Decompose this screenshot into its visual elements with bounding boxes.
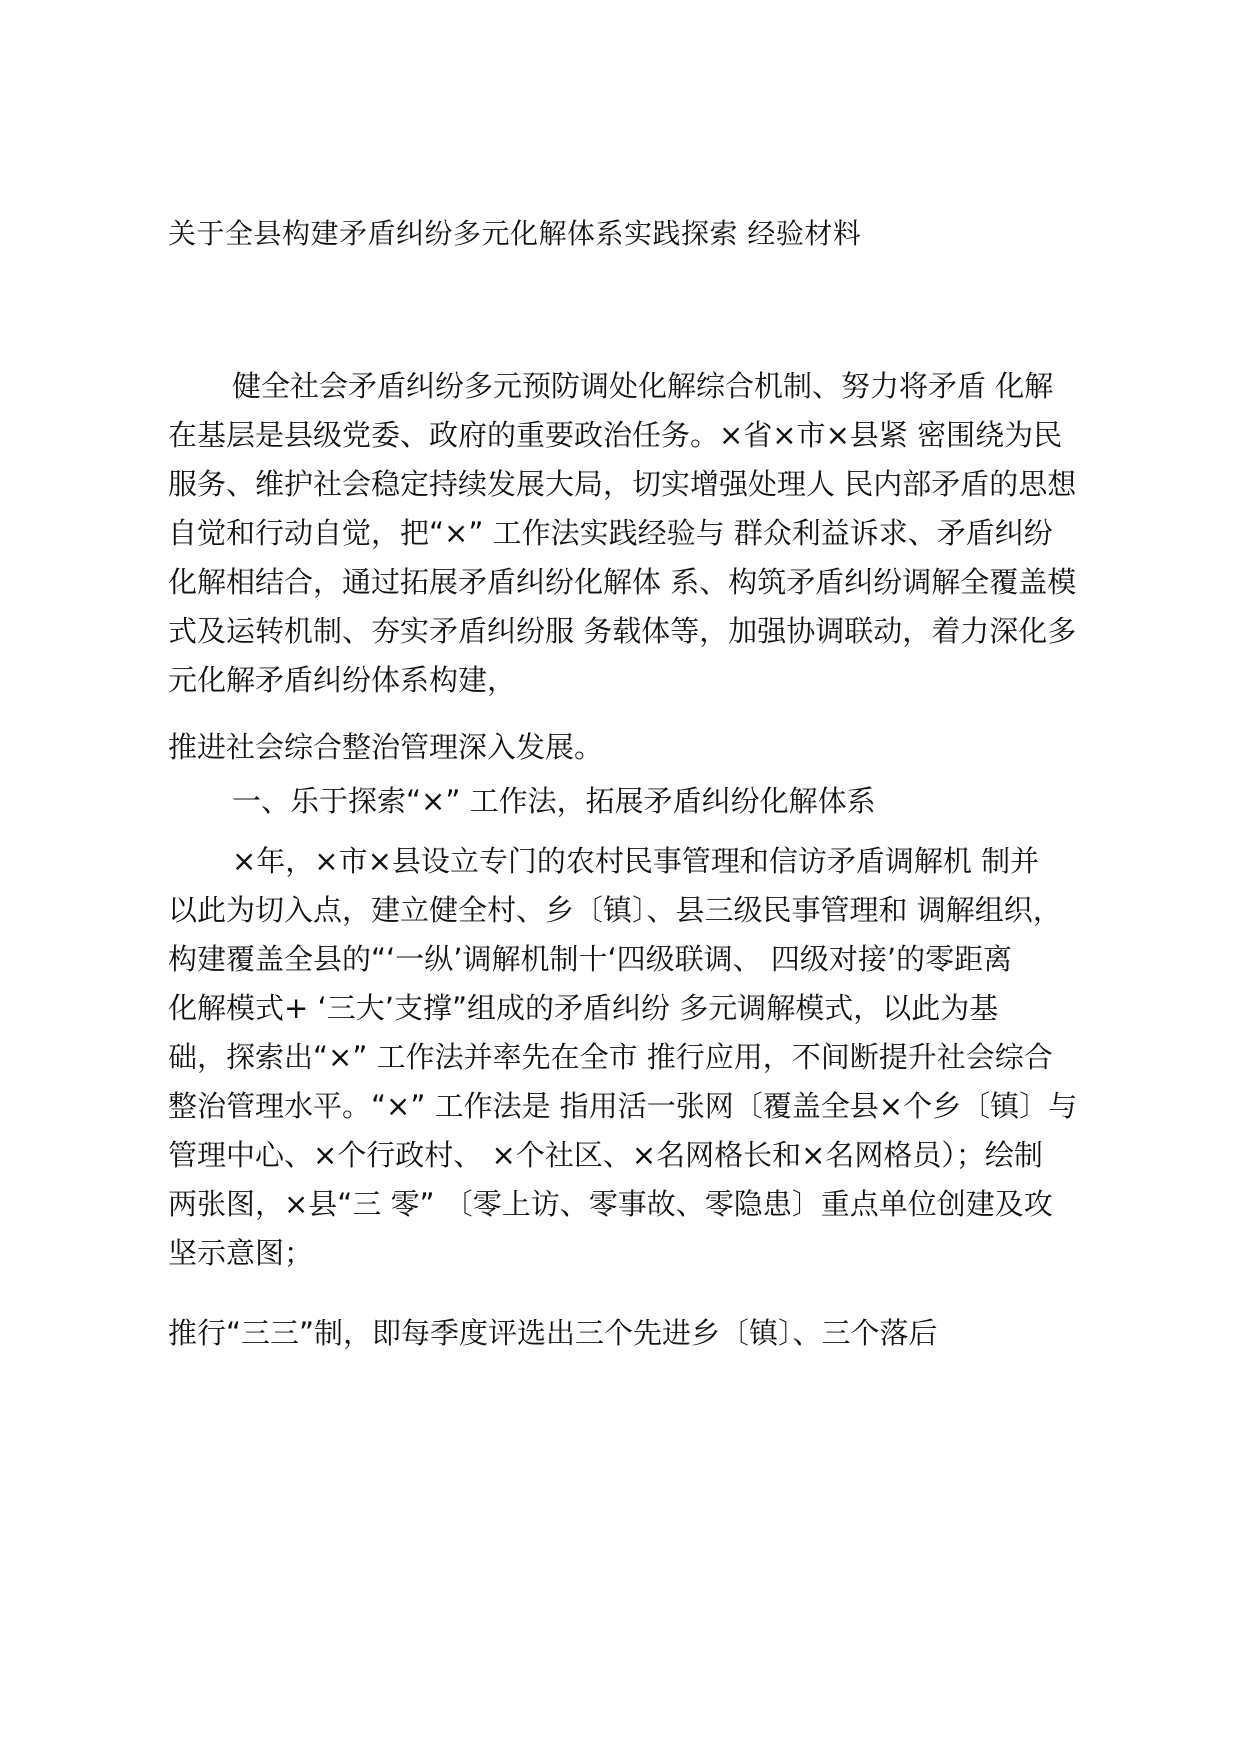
paragraph-line: 服务、维护社会稳定持续发展大局，切实增强处理人 民内部矛盾的思想 [168,467,1077,501]
paragraph-line: 健全社会矛盾纠纷多元预防调处化解综合机制、努力将矛盾 化解 [232,369,1054,403]
paragraph-line: 坚示意图； [168,1236,314,1270]
paragraph-line: 构建覆盖全县的“‘一纵’调解机制十‘四级联调、 四级对接’的零距离 [168,942,1013,976]
paragraph-line: ×年，×市×县设立专门的农村民事管理和信访矛盾调解机 制并 [232,844,1040,878]
paragraph-final [168,1309,1098,1358]
paragraph-line: 础，探索出“×” 工作法并率先在全市 推行应用，不间断提升社会综合 [168,1040,1053,1074]
paragraph-line: 元化解矛盾纠纷体系构建， [168,663,517,697]
paragraph-continuation [168,723,1098,772]
paragraph-line: 以此为切入点，建立健全村、乡〔镇〕、县三级民事管理和 调解组织， [168,893,1062,927]
section-heading [168,777,1098,826]
section-heading-text: 一、乐于探索“×” 工作法，拓展矛盾纠纷化解体系 [232,784,876,818]
paragraph-line: 化解模式+ ‘三大’支撑”组成的矛盾纠纷 多元调解模式，以此为基 [168,991,999,1025]
document-title: 关于全县构建矛盾纠纷多元化解体系实践探索 经验材料 [168,217,862,250]
paragraph-line: 推进社会综合整治管理深入发展。 [168,730,604,764]
paragraph-intro [168,362,1098,705]
paragraph-line: 两张图，×县“三 零” 〔零上访、零事故、零隐患〕重点单位创建及攻 [168,1187,1053,1221]
paragraph-line: 化解相结合，通过拓展矛盾纠纷化解体 系、构筑矛盾纠纷调解全覆盖模 [168,565,1077,599]
paragraph-line: 自觉和行动自觉，把“×” 工作法实践经验与 群众利益诉求、矛盾纠纷 [168,516,1053,550]
paragraph-line: 推行“三三”制，即每季度评选出三个先进乡〔镇〕、三个落后 [168,1316,938,1350]
paragraph-line: 式及运转机制、夯实矛盾纠纷服 务载体等，加强协调联动，着力深化多 [168,614,1077,648]
paragraph-line: 管理中心、×个行政村、 ×个社区、×名网格长和×名网格员）；绘制 [168,1138,1043,1172]
paragraph-line: 在基层是县级党委、政府的重要政治任务。×省×市×县紧 密围绕为民 [168,418,1063,452]
paragraph-line: 整治管理水平。“×” 工作法是 指用活一张网〔覆盖全县×个乡〔镇〕与 [168,1089,1078,1123]
paragraph-section-body [168,837,1098,1278]
